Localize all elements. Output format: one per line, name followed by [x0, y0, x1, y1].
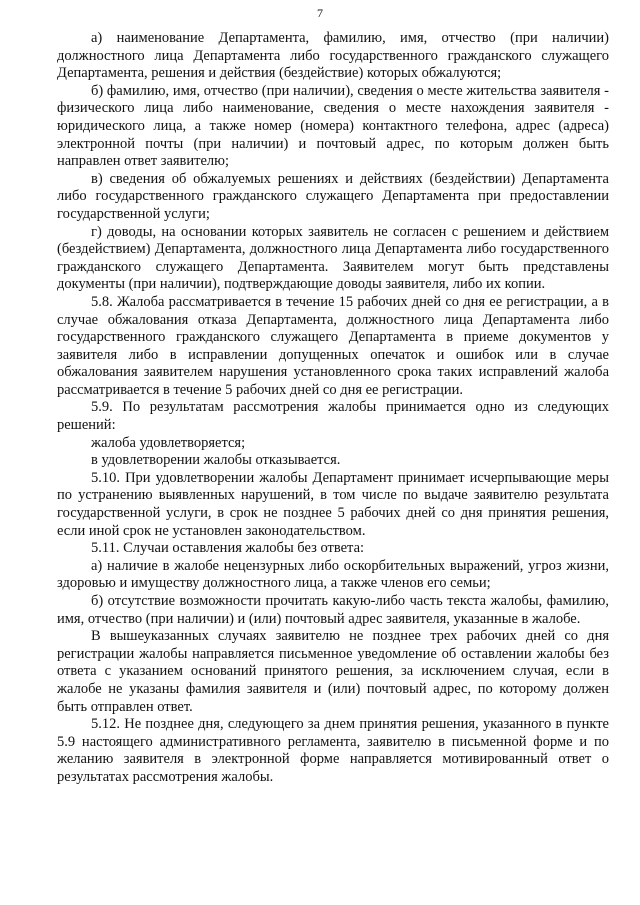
paragraph-complaint-item-a: а) наименование Департамента, фамилию, имя, отчество (при наличии) должностного лица Департамента либо государственного гражданского служащего Департамента, решения и действия (бездействие) которых обжалуются; [57, 30, 609, 82]
paragraph-5-11-item-a: а) наличие в жалобе нецензурных либо оскорбительных выражений, угроз жизни, здоровью и имуществу должностного лица, а также членов его семьи; [57, 557, 609, 592]
paragraph-5-11-item-b: б) отсутствие возможности прочитать какую-либо часть текста жалобы, фамилию, имя, отчество (при наличии) и (или) почтовый адрес заявителя, указанные в жалобе. [57, 593, 609, 627]
paragraph-5-8: 5.8. Жалоба рассматривается в течение 15 рабочих дней со дня ее регистрации, а в случае обжалования отказа Департамента, должностного лица Департамента либо государственного гражданского служащего Департамента в приеме документов у заявителя либо в исправлении допущенных опечаток и ошибок или в случае обжалования заявителем нарушения установленного срока таких исправлений жалоба рассматривается в течение 5 рабочих дней со дня ее регистрации. [57, 293, 609, 398]
paragraph-5-9: 5.9. По результатам рассмотрения жалобы принимается одно из следующих решений: [57, 399, 609, 434]
paragraph-5-12: 5.12. Не позднее дня, следующего за днем принятия решения, указанного в пункте 5.9 настоящего административного регламента, заявителю в письменной форме и по желанию заявителя в электронной форме направляется мотивированный ответ о результатах рассмотрения жалобы. [57, 716, 609, 785]
paragraph-5-11: 5.11. Случаи оставления жалобы без ответа: [91, 540, 365, 557]
paragraph-complaint-item-g: г) доводы, на основании которых заявитель не согласен с решением и действием (бездействием) Департамента, должностного лица Департамента либо государственного гражданского служащего Департамента. Заявителем могут быть представлены документы (при наличии), подтверждающие доводы заявителя, либо их копии. [57, 223, 609, 293]
paragraph-5-11-notice: В вышеуказанных случаях заявителю не позднее трех рабочих дней со дня регистрации жалобы направляется письменное уведомление об оставлении жалобы без ответа с указанием оснований принятого решения, за исключением случая, если в жалобе не указаны фамилия заявителя и (или) почтовый адрес, по которому должен быть отправлен ответ. [57, 628, 609, 715]
paragraph-5-10: 5.10. При удовлетворении жалобы Департамент принимает исчерпывающие меры по устранению выявленных нарушений, в том числе по выдаче заявителю результата государственной услуги, в срок не позднее 5 рабочих дней со дня принятия решения, если иной срок не установлен законодательством. [57, 469, 609, 539]
paragraph-complaint-item-v: в) сведения об обжалуемых решениях и действиях (бездействии) Департамента либо государственного гражданского служащего Департамента при предоставлении государственной услуги; [57, 170, 609, 222]
paragraph-5-9-option-2: в удовлетворении жалобы отказывается. [91, 452, 341, 469]
document-body [57, 30, 609, 787]
paragraph-complaint-item-b: б) фамилию, имя, отчество (при наличии), сведения о месте жительства заявителя - физического лица либо наименование, сведения о месте нахождения заявителя - юридического лица, а также номер (номера) контактного телефона, адрес (адреса) электронной почты (при наличии) и почтовый адрес, по которым должен быть направлен ответ заявителю; [57, 82, 609, 170]
paragraph-5-9-option-1: жалоба удовлетворяется; [91, 434, 246, 451]
page-number: 7 [317, 6, 323, 20]
